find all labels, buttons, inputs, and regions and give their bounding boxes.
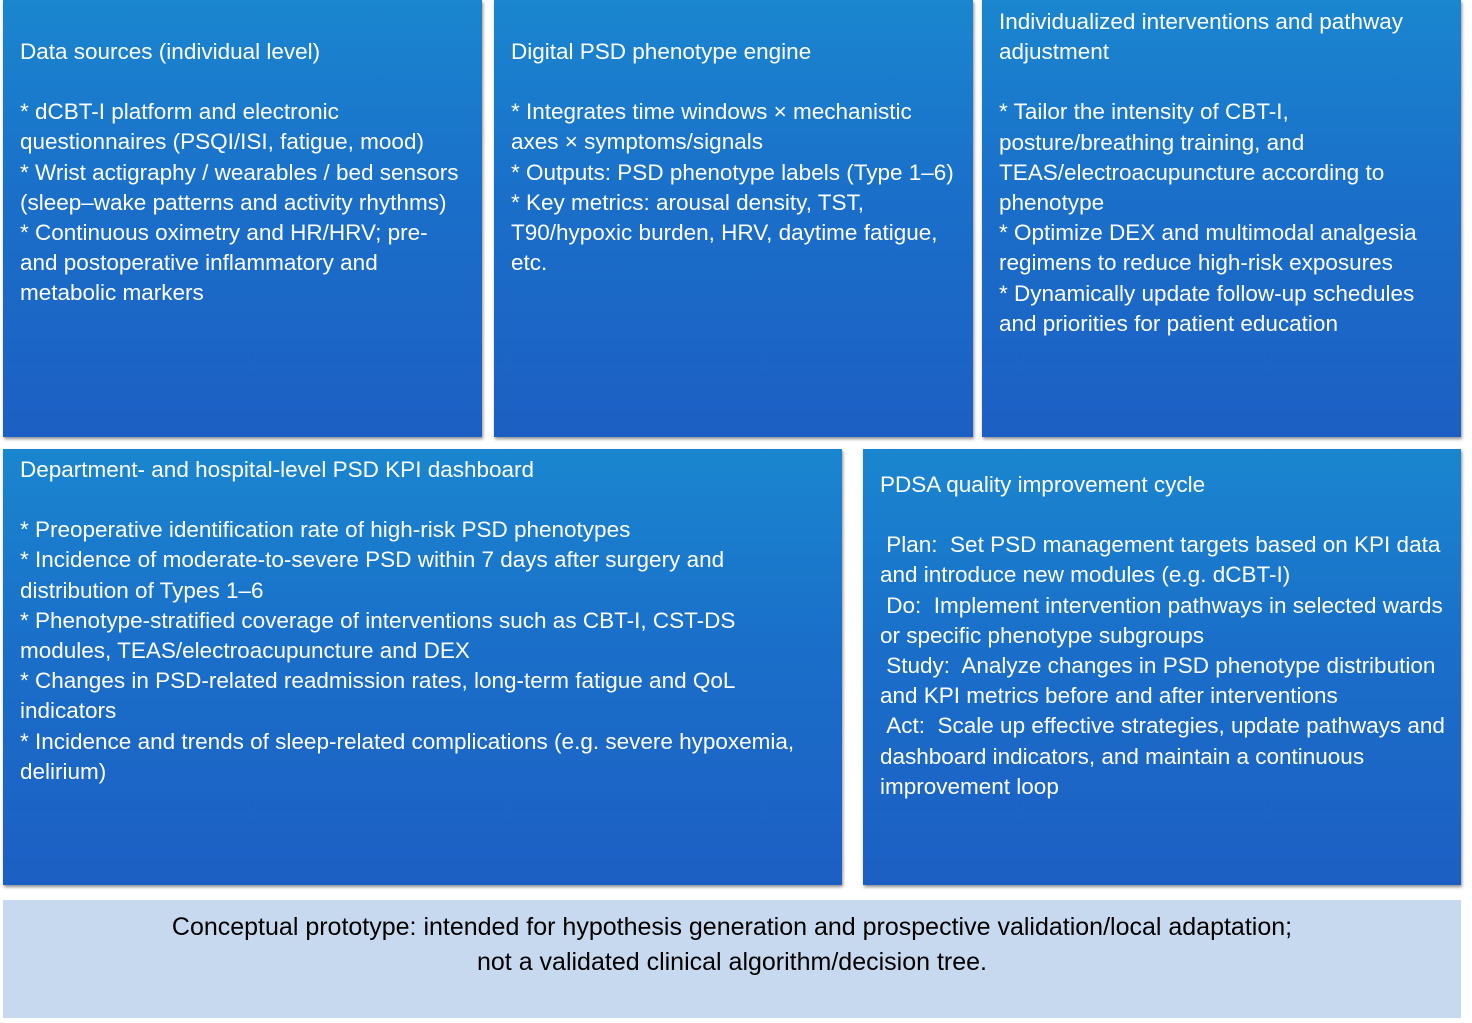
kpi-dashboard-item: * Incidence of moderate-to-severe PSD within 7 days after surgery and distribution of Types 1–6: [20, 547, 731, 603]
data-sources-list: [20, 97, 466, 308]
phenotype-engine-box: [494, 0, 973, 437]
phenotype-engine-item: * Outputs: PSD phenotype labels (Type 1–6): [511, 159, 954, 185]
interventions-item: * Dynamically update follow-up schedules and priorities for patient education: [999, 280, 1421, 336]
disclaimer-note: [3, 900, 1461, 1018]
kpi-dashboard-item: * Changes in PSD-related readmission rates, long-term fatigue and QoL indicators: [20, 668, 741, 724]
phenotype-engine-item: * Integrates time windows × mechanistic axes × symptoms/signals: [511, 99, 919, 155]
data-sources-item: * Continuous oximetry and HR/HRV; pre- and postoperative inflammatory and metabolic markers: [20, 220, 434, 306]
phenotype-engine-title: Digital PSD phenotype engine: [511, 39, 812, 64]
interventions-title: Individualized interventions and pathway adjustment: [999, 9, 1410, 65]
pdsa-step-plan: Plan: Set PSD management targets based on KPI data and introduce new modules (e.g. dCBT-I): [880, 532, 1447, 588]
interventions-item: * Tailor the intensity of CBT-I, posture/breathing training, and TEAS/electroacupuncture according to phenotype: [999, 99, 1391, 216]
disclaimer-line: Conceptual prototype: intended for hypothesis generation and prospective validation/local adaptation;: [171, 913, 1293, 941]
kpi-dashboard-box: [3, 449, 842, 885]
data-sources-title: Data sources (individual level): [20, 39, 321, 64]
kpi-dashboard-item: * Incidence and trends of sleep-related complications (e.g. severe hypoxemia, delirium): [20, 728, 801, 784]
pdsa-step-act: Act: Scale up effective strategies, update pathways and dashboard indicators, and maintain a continuous improvement loop: [880, 713, 1452, 799]
pdsa-step-study: Study: Analyze changes in PSD phenotype distribution and KPI metrics before and after interventions: [880, 653, 1442, 709]
phenotype-engine-list: [511, 97, 957, 278]
interventions-item: * Optimize DEX and multimodal analgesia regimens to reduce high-risk exposures: [999, 220, 1423, 276]
data-sources-item: * Wrist actigraphy / wearables / bed sensors (sleep–wake patterns and activity rhythms): [20, 159, 465, 215]
interventions-list: [999, 97, 1445, 339]
disclaimer-line: not a validated clinical algorithm/decision tree.: [477, 948, 987, 976]
kpi-dashboard-item: * Phenotype-stratified coverage of interventions such as CBT-I, CST-DS modules, TEAS/electroacupuncture and DEX: [20, 607, 742, 664]
kpi-dashboard-item: * Preoperative identification rate of high-risk PSD phenotypes: [20, 517, 631, 543]
pdsa-list: [880, 530, 1451, 802]
interventions-box: [982, 0, 1461, 437]
kpi-dashboard-list: [20, 515, 826, 787]
pdsa-box: [863, 449, 1461, 885]
data-sources-box: [3, 0, 482, 437]
phenotype-engine-item: * Key metrics: arousal density, TST, T90/hypoxic burden, HRV, daytime fatigue, etc.: [511, 189, 944, 276]
data-sources-item: * dCBT-I platform and electronic questionnaires (PSQI/ISI, fatigue, mood): [20, 99, 424, 155]
pdsa-title: PDSA quality improvement cycle: [880, 472, 1206, 497]
pdsa-step-do: Do: Implement intervention pathways in selected wards or specific phenotype subgroups: [880, 592, 1450, 648]
kpi-dashboard-title: Department- and hospital-level PSD KPI dashboard: [20, 457, 535, 482]
